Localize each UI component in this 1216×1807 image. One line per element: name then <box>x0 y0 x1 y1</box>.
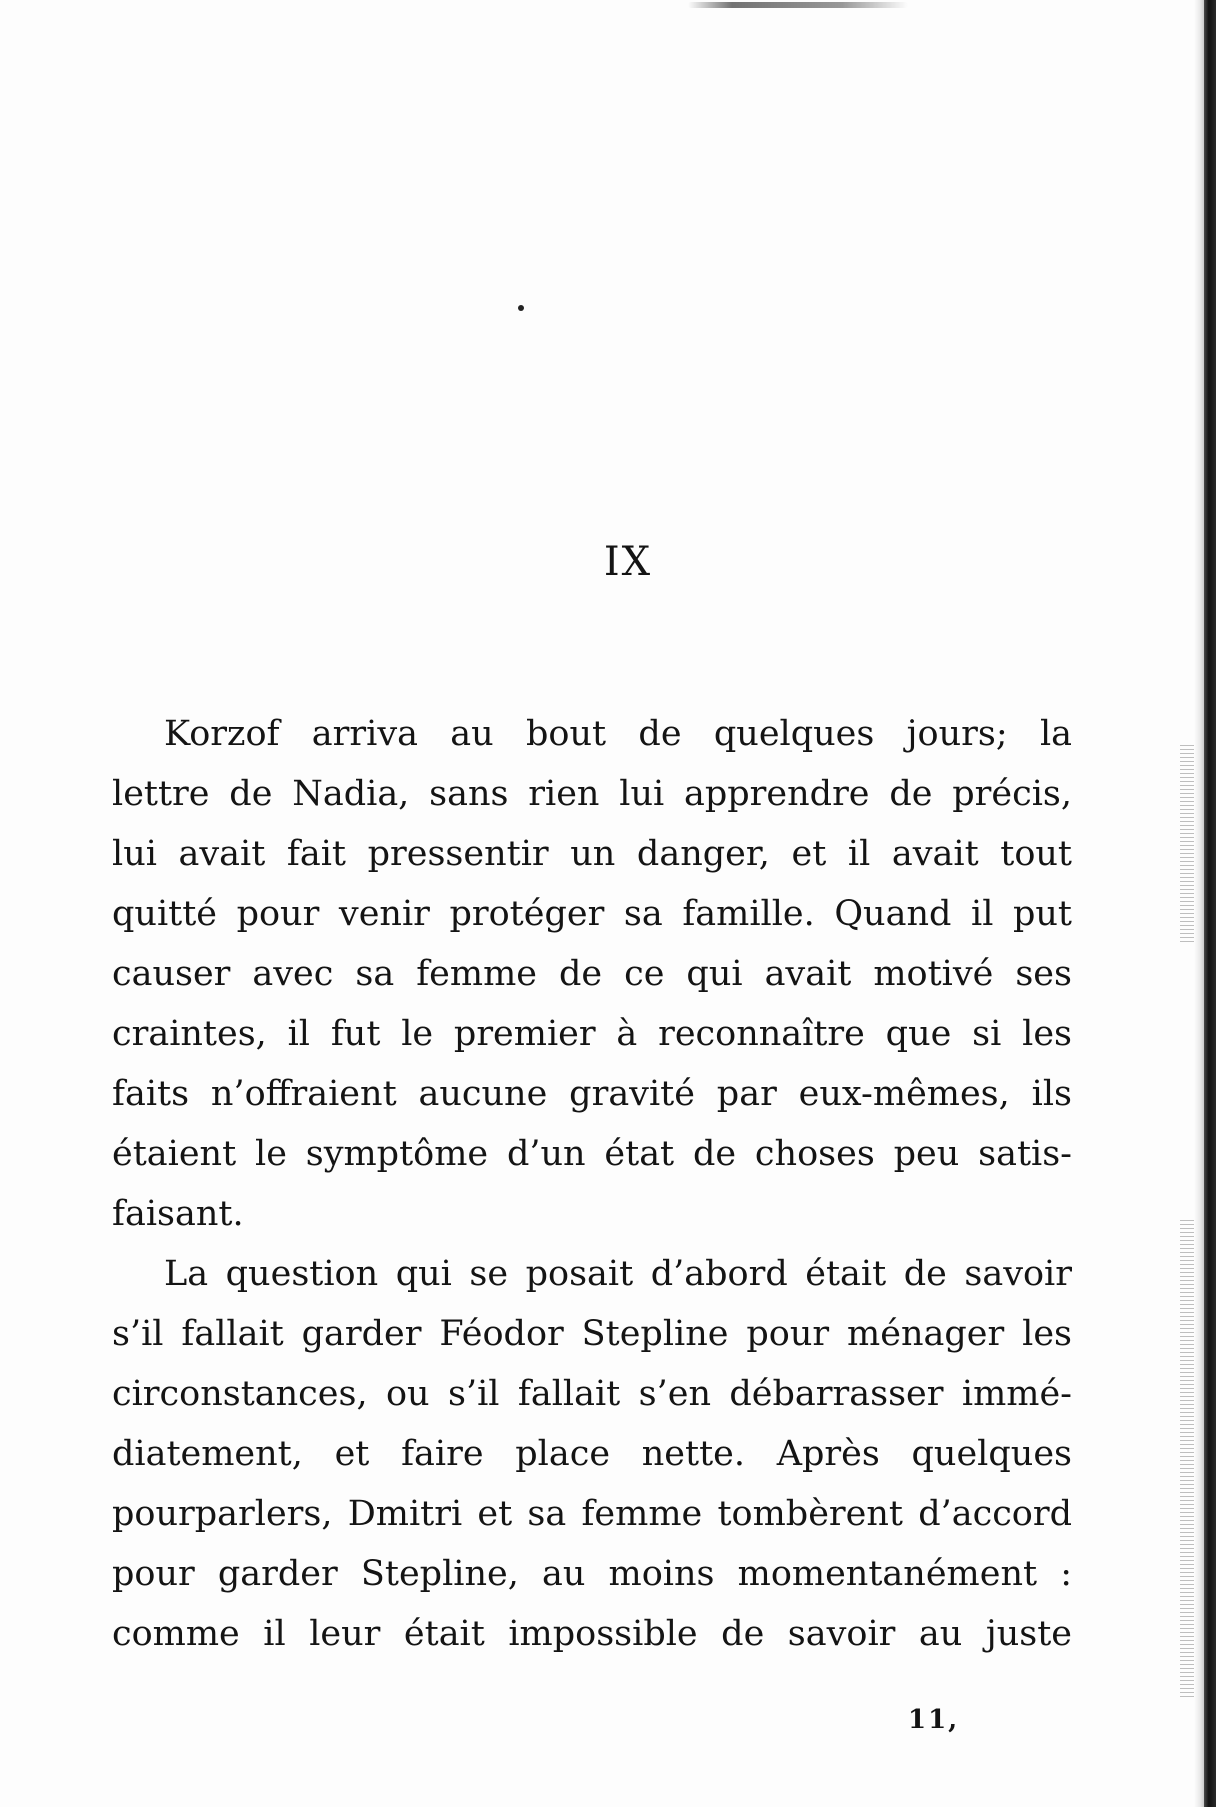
signature-mark: 11, <box>908 1705 960 1735</box>
text-line: craintes, il fut le premier à reconnaître que si les <box>112 1014 1072 1054</box>
edge-speckle <box>1180 745 1194 945</box>
chapter-number: IX <box>603 539 653 585</box>
paragraph <box>112 704 1072 1244</box>
ink-dot <box>518 305 524 311</box>
text-line: quitté pour venir protéger sa famille. Quand il put <box>112 894 1072 934</box>
text-line: pour garder Stepline, au moins momentanément : <box>112 1554 1072 1594</box>
text-line: Korzof arriva au bout de quelques jours; la <box>164 714 1072 754</box>
page-edge <box>1204 0 1216 1807</box>
text-line: faisant. <box>112 1194 244 1234</box>
edge-speckle <box>1180 1220 1194 1700</box>
text-line: lui avait fait pressentir un danger, et il avait tout <box>112 834 1072 874</box>
chapter-heading <box>0 538 1216 586</box>
text-line: s’il fallait garder Féodor Stepline pour ménager les <box>112 1314 1072 1354</box>
text-line: diatement, et faire place nette. Après quelques <box>112 1434 1072 1474</box>
text-line: étaient le symptôme d’un état de choses peu satis- <box>112 1134 1072 1174</box>
page-edge-shadow <box>1194 0 1204 1807</box>
text-line: faits n’offraient aucune gravité par eux-mêmes, ils <box>112 1074 1072 1114</box>
paragraph <box>112 1244 1072 1664</box>
text-line: pourparlers, Dmitri et sa femme tombèrent d’accord <box>112 1494 1072 1534</box>
body-text <box>112 704 1072 1664</box>
text-line: circonstances, ou s’il fallait s’en débarrasser immé- <box>112 1374 1072 1414</box>
text-line: lettre de Nadia, sans rien lui apprendre de précis, <box>112 774 1072 814</box>
text-line: comme il leur était impossible de savoir au juste <box>112 1614 1072 1654</box>
scan-smudge <box>688 2 908 8</box>
text-line: causer avec sa femme de ce qui avait motivé ses <box>112 954 1072 994</box>
text-line: La question qui se posait d’abord était de savoir <box>164 1254 1072 1294</box>
